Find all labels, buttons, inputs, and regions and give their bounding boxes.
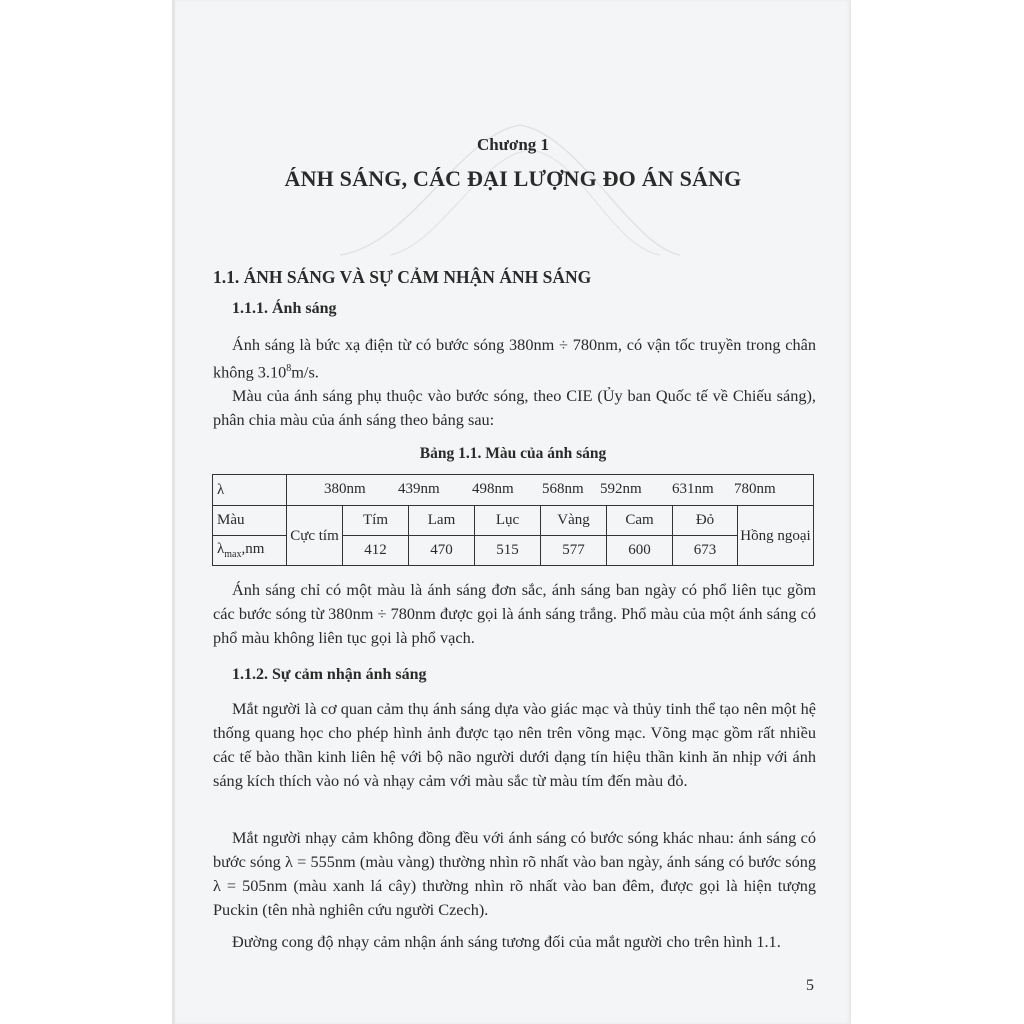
- color-cell: Đỏ: [673, 506, 738, 536]
- paragraph-text: Mắt người nhạy cảm không đồng đều với ánh sáng có bước sóng khác nhau: ánh sáng có bước sóng λ = 555nm (màu vàng) thường nhìn rõ nhất vào ban ngày, ánh sáng có bước sóng λ = 505nm (màu xanh lá cây) thường nhìn rõ nhất vào ban đêm, được gọi là hiện tượng Puckin (tên nhà nghiên cứu người Czech).: [213, 828, 816, 919]
- paragraph-text: Đường cong độ nhạy cảm nhận ánh sáng tương đối của mắt người cho trên hình 1.1.: [232, 932, 781, 951]
- lambda-max-cell: 515: [475, 536, 541, 566]
- paragraph-eye: [213, 697, 816, 793]
- section-heading: 1.1. ÁNH SÁNG VÀ SỰ CẢM NHẬN ÁNH SÁNG: [213, 267, 592, 287]
- wavelength-value: 780nm: [734, 481, 776, 497]
- table-row: [213, 506, 814, 536]
- lambda-max-cell: 470: [409, 536, 475, 566]
- wavelength-value: 568nm: [542, 481, 584, 497]
- color-cell: Lục: [475, 506, 541, 536]
- chapter-title: ÁNH SÁNG, CÁC ĐẠI LƯỢNG ĐO ÁN SÁNG: [284, 166, 742, 191]
- exponent: 8: [286, 363, 292, 374]
- subsection-heading-perception: 1.1.2. Sự cảm nhận ánh sáng: [232, 666, 427, 683]
- lambda-symbol: λ: [217, 541, 225, 557]
- lambda-max-cell: 412: [343, 536, 409, 566]
- color-cell: Vàng: [541, 506, 607, 536]
- color-cell: Tím: [343, 506, 409, 536]
- subsection-heading-light: 1.1.1. Ánh sáng: [232, 300, 337, 317]
- lambda-max-cell: 673: [673, 536, 738, 566]
- table-title: Bảng 1.1. Màu của ánh sáng: [419, 445, 607, 462]
- paragraph-curve: [213, 930, 816, 954]
- paragraph-text: Mắt người là cơ quan cảm thụ ánh sáng dựa vào giác mạc và thủy tinh thể tạo nên một hệ thống quang học cho phép hình ảnh được tạo nên trên võng mạc. Võng mạc gồm rất nhiều các tế bào thần kinh liên hệ với bộ não người dưới dạng tín hiệu thần kinh ăn nhịp với ánh sáng kích thích vào nó và nhạy cảm với màu sắc từ màu tím đến màu đỏ.: [213, 699, 816, 790]
- lambda-subscript: max: [224, 549, 242, 560]
- paragraph-text: Ánh sáng chỉ có một màu là ánh sáng đơn sắc, ánh sáng ban ngày có phổ liên tục gồm các bước sóng từ 380nm ÷ 780nm được gọi là ánh sáng trắng. Phổ màu của một ánh sáng có phổ màu không liên tục gọi là phổ vạch.: [213, 580, 816, 647]
- lambda-unit: ,nm: [241, 541, 265, 557]
- color-cell: Cực tím: [287, 506, 343, 566]
- paragraph-text: Ánh sáng là bức xạ điện từ có bước sóng 380nm ÷ 780nm, có vận tốc truyền trong chân không 3.10: [213, 335, 816, 382]
- wavelength-value: 498nm: [472, 481, 514, 497]
- lambda-max-cell: 600: [607, 536, 673, 566]
- page-number: 5: [806, 977, 814, 994]
- wavelength-value: 439nm: [398, 481, 440, 497]
- lambda-max-label: [213, 536, 287, 566]
- color-cell: Lam: [409, 506, 475, 536]
- wavelength-value: 631nm: [672, 481, 714, 497]
- color-label: Màu: [213, 506, 287, 536]
- paragraph-text: Màu của ánh sáng phụ thuộc vào bước sóng, theo CIE (Ủy ban Quốc tế về Chiếu sáng), phân chia màu của ánh sáng theo bảng sau:: [213, 386, 816, 429]
- chapter-label: Chương 1: [476, 135, 550, 154]
- paragraph-color-cie: [213, 384, 816, 432]
- lambda-max-cell: 577: [541, 536, 607, 566]
- wavelength-value: 380nm: [324, 481, 366, 497]
- wavelength-value: 592nm: [600, 481, 642, 497]
- paragraph-light-definition: [213, 333, 816, 384]
- paragraph-sensitivity: [213, 826, 816, 922]
- paragraph-text: m/s.: [291, 362, 319, 382]
- color-cell: Hồng ngoại: [738, 506, 814, 566]
- lambda-label: λ: [213, 475, 287, 506]
- color-cell: Cam: [607, 506, 673, 536]
- paragraph-spectrum: [213, 578, 816, 650]
